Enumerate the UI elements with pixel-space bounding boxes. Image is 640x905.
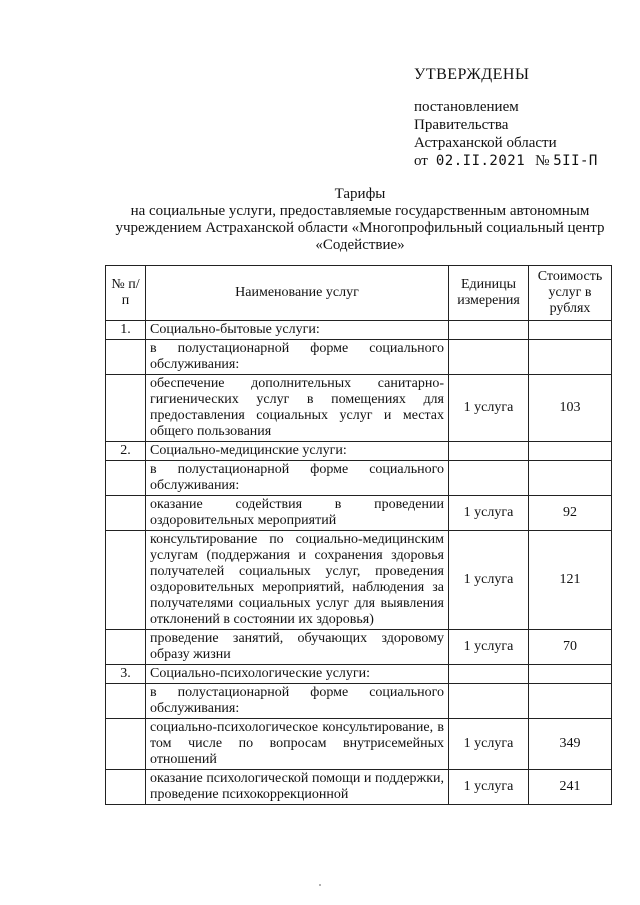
table-row bbox=[106, 321, 612, 340]
cell-name: в полустационарной форме социального обслуживания: bbox=[146, 340, 449, 375]
cell-unit bbox=[449, 442, 529, 461]
cell-cost: 70 bbox=[529, 630, 612, 665]
approval-date: 02.II.2021 bbox=[435, 153, 526, 169]
cell-name: социально-психологическое консультирование, в том числе по вопросам внутрисемейных отношений bbox=[146, 719, 449, 770]
approval-line-decree: постановлением bbox=[414, 99, 519, 115]
heading-line-3: «Содействие» bbox=[315, 237, 405, 253]
table-header-row bbox=[106, 266, 612, 321]
cell-cost: 241 bbox=[529, 770, 612, 805]
heading-line-1: на социальные услуги, предоставляемые государственным автономным bbox=[130, 203, 590, 219]
cell-num: 3. bbox=[106, 665, 146, 684]
cell-name: оказание психологической помощи и поддержки, проведение психокоррекционной bbox=[146, 770, 449, 805]
cell-name: Социально-бытовые услуги: bbox=[146, 321, 449, 340]
approval-date-line bbox=[414, 152, 634, 170]
cell-cost bbox=[529, 665, 612, 684]
table-row bbox=[106, 461, 612, 496]
approval-number: 5II-П bbox=[553, 153, 598, 169]
cell-name: в полустационарной форме социального обслуживания: bbox=[146, 461, 449, 496]
approval-from-label: от bbox=[414, 153, 428, 169]
cell-unit: 1 услуга bbox=[449, 770, 529, 805]
cell-unit: 1 услуга bbox=[449, 719, 529, 770]
cell-unit bbox=[449, 321, 529, 340]
cell-num bbox=[106, 461, 146, 496]
cell-cost: 121 bbox=[529, 531, 612, 630]
cell-name: обеспечение дополнительных санитарно-гигиенических услуг в помещениях для предоставления социальных услуг и местах общего пользования bbox=[146, 375, 449, 442]
cell-num: 1. bbox=[106, 321, 146, 340]
table-row bbox=[106, 684, 612, 719]
scan-speck bbox=[319, 884, 321, 886]
cell-cost: 349 bbox=[529, 719, 612, 770]
table-row bbox=[106, 442, 612, 461]
cell-num bbox=[106, 719, 146, 770]
cell-unit: 1 услуга bbox=[449, 496, 529, 531]
cell-cost bbox=[529, 461, 612, 496]
cell-name: Социально-психологические услуги: bbox=[146, 665, 449, 684]
table-row bbox=[106, 665, 612, 684]
cell-unit bbox=[449, 461, 529, 496]
cell-unit bbox=[449, 665, 529, 684]
heading-line-2: учреждением Астраханской области «Многопрофильный социальный центр bbox=[115, 220, 605, 236]
cell-unit bbox=[449, 340, 529, 375]
tariff-table bbox=[105, 265, 612, 805]
cell-unit: 1 услуга bbox=[449, 531, 529, 630]
table-row bbox=[106, 719, 612, 770]
heading-title: Тарифы bbox=[334, 186, 386, 202]
table-row bbox=[106, 496, 612, 531]
approval-block bbox=[414, 66, 634, 170]
cell-name: в полустационарной форме социального обслуживания: bbox=[146, 684, 449, 719]
cell-cost: 103 bbox=[529, 375, 612, 442]
approval-line-region: Астраханской области bbox=[414, 135, 557, 151]
cell-cost bbox=[529, 684, 612, 719]
cell-num bbox=[106, 770, 146, 805]
approval-title: УТВЕРЖДЕНЫ bbox=[414, 66, 530, 83]
cell-unit: 1 услуга bbox=[449, 630, 529, 665]
cell-name: оказание содействия в проведении оздоровительных мероприятий bbox=[146, 496, 449, 531]
header-name: Наименование услуг bbox=[146, 266, 449, 321]
cell-num bbox=[106, 496, 146, 531]
approval-number-sign: № bbox=[535, 153, 550, 169]
table-row bbox=[106, 770, 612, 805]
table-body bbox=[106, 321, 612, 805]
cell-cost bbox=[529, 321, 612, 340]
cell-unit: 1 услуга bbox=[449, 375, 529, 442]
cell-name: проведение занятий, обучающих здоровому образу жизни bbox=[146, 630, 449, 665]
cell-unit bbox=[449, 684, 529, 719]
header-cost: Стоимость услуг в рублях bbox=[529, 266, 612, 321]
approval-line-government: Правительства bbox=[414, 117, 509, 133]
cell-num bbox=[106, 630, 146, 665]
table-row bbox=[106, 340, 612, 375]
cell-num bbox=[106, 684, 146, 719]
cell-name: консультирование по социально-медицинским услугам (поддержания и сохранения здоровья получателей социальных услуг, проведения оздоровительных мероприятий, наблюдения за получателями социальных услуг для выявления отклонений в состоянии их здоровья) bbox=[146, 531, 449, 630]
cell-num: 2. bbox=[106, 442, 146, 461]
cell-cost bbox=[529, 340, 612, 375]
cell-cost: 92 bbox=[529, 496, 612, 531]
header-num: № п/п bbox=[106, 266, 146, 321]
cell-num bbox=[106, 375, 146, 442]
cell-num bbox=[106, 340, 146, 375]
header-unit: Единицы измерения bbox=[449, 266, 529, 321]
cell-num bbox=[106, 531, 146, 630]
table-row bbox=[106, 630, 612, 665]
table-row bbox=[106, 531, 612, 630]
cell-cost bbox=[529, 442, 612, 461]
cell-name: Социально-медицинские услуги: bbox=[146, 442, 449, 461]
document-heading bbox=[100, 186, 620, 254]
table-row bbox=[106, 375, 612, 442]
